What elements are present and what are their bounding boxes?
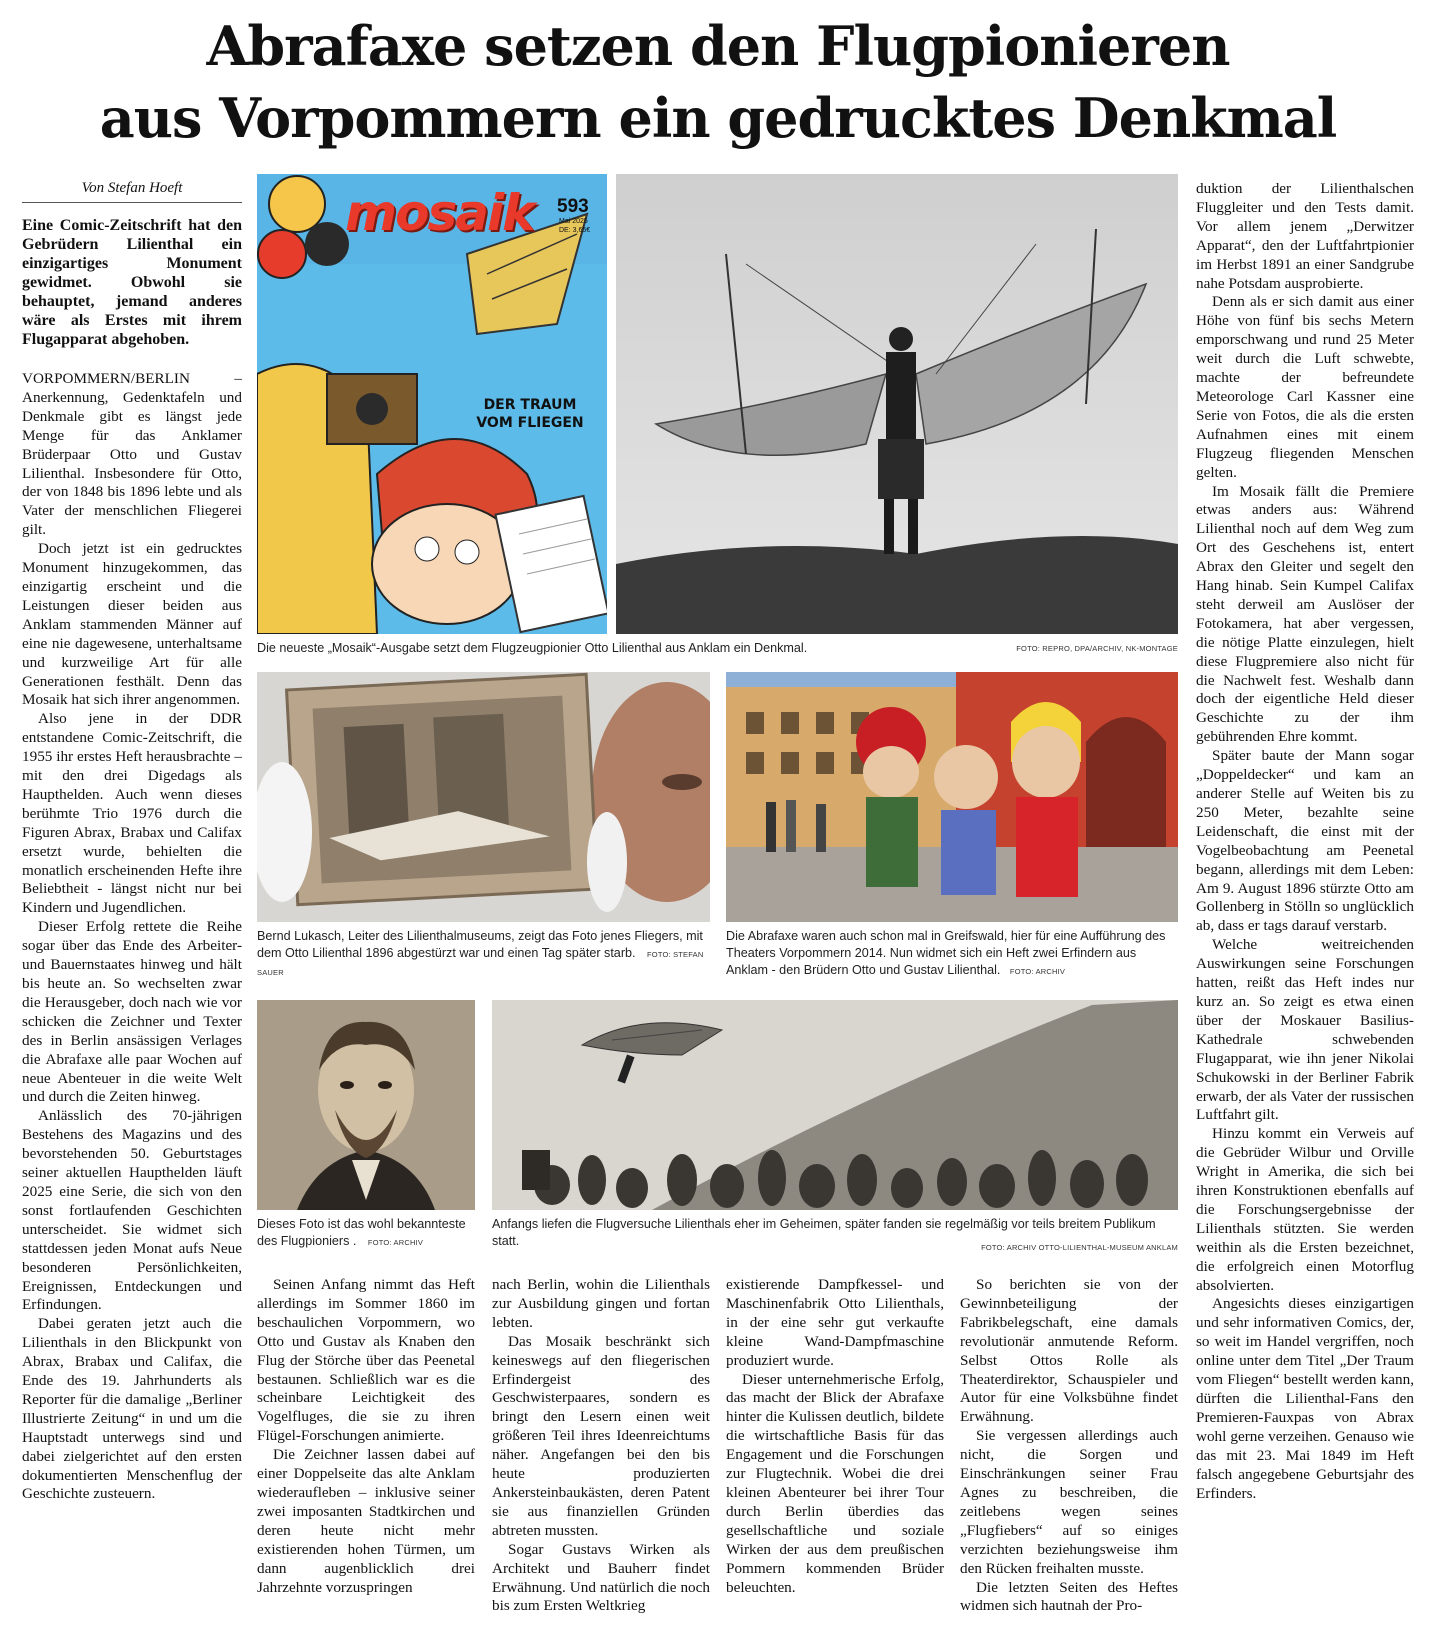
- paragraph: Die Zeichner lassen dabei auf einer Doppelseite das alte Anklam wiederaufleben – inklusive seiner zwei imposanten Stadtkirchen und deren heute nicht mehr existierenden hohen Türmen, um dann augenblicklich drei Jahrzehnte vorzuspringen: [257, 1446, 475, 1596]
- paragraph: Die letzten Seiten des Heftes widmen sich hautnah der Pro-: [960, 1578, 1178, 1615]
- paragraph: existierende Dampfkessel- und Maschinenfabrik Otto Lilienthals, in der eine sehr gut verkaufte kleine Wand-Dampfmaschine produziert wurde.: [726, 1276, 944, 1369]
- paragraph: Anlässlich des 70-jährigen Bestehens des Magazins und des bevorstehenden 50. Geburtstages seiner aktuellen Haupthelden läuft 2025 eine Serie, die sich von den sonst fortlaufenden Geschichten unterscheidet. Sie widmet sich stattdessen jeden Monat aufs Neue besonderen Persönlichkeiten, Ereignissen, Entdeckungen und Erfindungen.: [22, 1107, 242, 1314]
- paragraph: Doch jetzt ist ein gedrucktes Monument hinzugekommen, das einzigartig erscheint und die Leistungen dieser beiden aus Anklam stammenden Männer auf eine nie dagewesene, unterhaltsame und kurzweilige Art für alle Generationen festhält. Denn das Mosaik hat sich ihrer angenommen.: [22, 540, 242, 709]
- paragraph: duktion der Lilienthalschen Fluggleiter und den Tests damit. Vor allem jenem „Derwitzer Apparat“, den der Luftfahrtpionier im Herbst 1891 an einer Sandgrube nahe Potsdam ausprobierte.: [1196, 180, 1414, 292]
- mosaik-cover-image: [257, 174, 607, 634]
- cover-logo: mosaik: [345, 184, 534, 242]
- abrafaxe-costume-photo: [726, 672, 1178, 922]
- paragraph: Sie vergessen allerdings auch nicht, die Sorgen und Einschränkungen seiner Frau Agnes zu beschreiben, die zeitlebens wegen seines „Flugfiebers“ auf so einiges verzichten beziehungsweise ihm den Rücken freihalten musste.: [960, 1427, 1178, 1577]
- byline-rule: [22, 202, 242, 203]
- cover-title: DER TRAUM VOM FLIEGEN: [476, 397, 584, 431]
- caption-mid-right: [726, 928, 1178, 980]
- headline-line-1: Abrafaxe setzen den Flugpionieren: [206, 14, 1230, 78]
- lead-paragraph: Eine Comic-Zeitschrift hat den Gebrüdern Lilienthal ein einzigartiges Monument gewidmet. Obwohl sie behauptet, jemand anderes wäre als Erstes mit ihrem Flugapparat abgehoben.: [22, 217, 242, 348]
- byline: Von Stefan Hoeft: [81, 180, 183, 196]
- headline: [0, 10, 1436, 154]
- paragraph: Denn als er sich damit aus einer Höhe von fünf bis sechs Metern emporschwang und rund 25 Meter weit durch die Luft schwebte, machte der befreundete Meteorologe Carl Kassner eine Serie von Fotos, die als die ersten Aufnahmen eines mit einem Flugzeug fliegenden Menschen gelten.: [1196, 293, 1414, 481]
- paragraph: Später baute der Mann sogar „Doppeldecker“ und kam an anderer Stelle auf Weiten bis zu 250 Meter, bezahlte seine Leidenschaft, die einst mit der Vogelbeobachtung am Peenetal begann, allerdings mit dem Leben: Am 9. August 1896 stürzte Otto am Gollenberg in Stölln so unglücklich ab, dass er tags darauf verstarb.: [1196, 747, 1414, 935]
- column-2: [257, 1276, 475, 1621]
- paragraph: So berichten sie von der Gewinnbeteiligung der Fabrikbelegschaft, eine damals revolutionär anmutende Reform. Selbst Ottos Rolle als Theaterdirektor, Schauspieler und Autor für eine Volksbühne findet Erwähnung.: [960, 1276, 1178, 1426]
- paragraph: Also jene in der DDR entstandene Comic-Zeitschrift, die 1955 ihr erstes Heft herausbrachte – mit den drei Digedags als Haupthelden. Auch wenn dieses berühmte Trio 1976 durch die Figuren Abrax, Brabax und Califax ersetzt wurde, behielten die monatlich erscheinenden Hefte ihre Beliebtheit - längst nicht nur bei Kindern und Jugendlichen.: [22, 710, 242, 917]
- column-4: [726, 1276, 944, 1621]
- column-3: [492, 1276, 710, 1621]
- paragraph: VORPOMMERN/BERLIN – Anerkennung, Gedenktafeln und Denkmale gibt es längst jede Menge für das Anklamer Brüderpaar Otto und Gustav Lilienthal. Insbesondere für Otto, der von 1848 bis 1896 lebte und als Vater der menschlichen Fliegerei gilt.: [22, 370, 242, 539]
- caption-bottom-left-text: Dieses Foto ist das wohl bekannteste des Flugpioniers .: [257, 1217, 466, 1248]
- caption-bottom-right-text: Anfangs liefen die Flugversuche Lilienthals eher im Geheimen, später fanden sie regelmäßig vor teils breitem Publikum statt.: [492, 1217, 1156, 1248]
- caption-bottom-right: [492, 1216, 1178, 1256]
- paragraph: Dabei geraten jetzt auch die Lilienthals in den Blickpunkt von Abrax, Brabax und Califax, die Ende des 19. Jahrhunderts als Reporter für die damalige „Berliner Illustrierte Zeitung“ in und um die Hauptstadt unterwegs sind und dabei zielgerichtet auf den ersten dokumentierten Menschenflug der Geschichte zusteuern.: [22, 1315, 242, 1503]
- credit-mid-left: FOTO: STEFAN SAUER: [257, 950, 704, 977]
- column-1: [22, 370, 242, 1620]
- cover-date: Mai 2025: [559, 218, 588, 225]
- caption-bottom-left: [257, 1216, 475, 1251]
- headline-line-2: aus Vorpommern ein gedrucktes Denkmal: [99, 86, 1337, 150]
- caption-mid-left: [257, 928, 710, 981]
- paragraph: nach Berlin, wohin die Lilienthals zur Ausbildung gingen und fortan lebten.: [492, 1276, 710, 1331]
- paragraph: Seinen Anfang nimmt das Heft allerdings im Sommer 1860 im beschaulichen Vorpommern, wo Otto und Gustav als Knaben den Flug der Störche über das Peenetal bestaunen. Schließlich war es die scheinbare Leichtigkeit des Vogelfluges, die sie zu ihren Flügel-Forschungen animierte.: [257, 1276, 475, 1445]
- paragraph: Sogar Gustavs Wirken als Architekt und Bauherr findet Erwähnung. Und natürlich die noch bis zum Ersten Weltkrieg: [492, 1540, 710, 1615]
- lilienthal-portrait-photo: [257, 1000, 475, 1210]
- paragraph: Im Mosaik fällt die Premiere etwas anders aus: Während Lilienthal noch auf dem Weg zum Ort des Geschehens ist, entert Abrax den Gleiter und segelt den Hang hinab. Sein Kumpel Califax steht derweil am Auslöser der Fotokamera, hat aber vergessen, die nötige Platte einzulegen, hielt diese Flugpremiere also nicht für die Nachwelt fest. Weshalb dann doch der eigentliche Held dieser Geschichte zu der ihm gebührenden Ehre kommt.: [1196, 482, 1414, 746]
- caption-top-text: Die neueste „Mosaik“-Ausgabe setzt dem Flugzeugpionier Otto Lilienthal aus Anklam ein Denkmal.: [257, 641, 808, 655]
- caption-mid-right-text: Die Abrafaxe waren auch schon mal in Greifswald, hier für eine Aufführung des Theaters Vorpommern 2014. Nun widmet sich ein Heft zwei Erfindern aus Anklam - den Brüdern Otto und Gustav Lilienthal.: [726, 929, 1166, 977]
- caption-mid-left-text: Bernd Lukasch, Leiter des Lilienthalmuseums, zeigt das Foto jenes Fliegers, mit dem Otto Lilienthal 1896 abgestürzt war und einen Tag später starb.: [257, 929, 703, 960]
- column-6: [1196, 180, 1414, 1620]
- paragraph: Angesichts dieses einzigartigen und sehr informativen Comics, der, so weit im Handel vergriffen, noch online unter dem Titel „Der Traum vom Fliegen“ bestellt werden kann, dürften die Lilienthal-Fans den Premieren-Fauxpas von Abrax wohl gerne verzeihen. Genauso wie das mit 23. Mai 1849 im Heft falsch angegebene Geburtsjahr des Erfinders.: [1196, 1295, 1414, 1502]
- public-flight-demonstration-photo: [492, 1000, 1178, 1210]
- column-5: [960, 1276, 1178, 1621]
- paragraph: Dieser Erfolg rettete die Reihe sogar über das Ende des Arbeiter- und Bauernstaates hinweg und hält bis heute an. So wechselten zwar die Herausgeber, doch nach wie vor schicken die Zeichner und Texter des in Berlin ansässigen Verlages die Abrafaxe alle paar Wochen auf neue Abenteuer in die weite Welt und durch die Zeiten hinweg.: [22, 918, 242, 1106]
- museum-director-photo: [257, 672, 710, 922]
- credit-top: FOTO: REPRO, DPA/ARCHIV, NK-MONTAGE: [1016, 644, 1178, 653]
- credit-bottom-right: FOTO: ARCHIV OTTO-LILIENTHAL-MUSEUM ANKLAM: [981, 1243, 1178, 1252]
- cover-price: DE: 3,65€: [559, 227, 591, 234]
- caption-top: [257, 640, 1178, 657]
- credit-bottom-left: FOTO: ARCHIV: [367, 1238, 424, 1247]
- glider-flight-photo: [616, 174, 1178, 634]
- paragraph: Welche weitreichenden Auswirkungen seine Forschungen hatten, reißt das Heft indes nur kurz an. So zeigt es etwa einen über der Moskauer Basilius-Kathedrale schwebenden Flugapparat, wie ihn jener Nikolai Schukowski in der Berliner Fabrik erwarb, der als Vater der russischen Luftfahrt gilt.: [1196, 936, 1414, 1124]
- credit-mid-right: FOTO: ARCHIV: [1009, 967, 1066, 976]
- paragraph: Hinzu kommt ein Verweis auf die Gebrüder Wilbur und Orville Wright in Amerika, die sich bei ihren Konstruktionen ebenfalls auf die Forschungsergebnisse der Lilienthals stützten. Sie werden weithin als die Ersten bezeichnet, die erfolgreich einen Motorflug absolvierten.: [1196, 1125, 1414, 1294]
- paragraph: Das Mosaik beschränkt sich keineswegs auf den fliegerischen Erfindergeist des Geschwisterpaares, sondern es bringt den Lesern einen weit größeren Teil ihres Ideenreichtums näher. Angefangen bei den bis heute produzierten Ankersteinbaukästen, deren Patent sie aus finanziellen Gründen abtreten mussten.: [492, 1332, 710, 1539]
- paragraph: Dieser unternehmerische Erfolg, das macht der Blick der Abrafaxe hinter die Kulissen deutlich, bildete die wirtschaftliche Basis für das Engagement und die Forschungen zur Flugtechnik. Wobei die drei kleinen Abenteurer bei ihrer Tour durch Berlin überdies das gesellschaftliche und soziale Wirken der aus dem preußischen Pommern kommenden Brüder beleuchten.: [726, 1370, 944, 1596]
- cover-issue-number: 593: [557, 196, 589, 217]
